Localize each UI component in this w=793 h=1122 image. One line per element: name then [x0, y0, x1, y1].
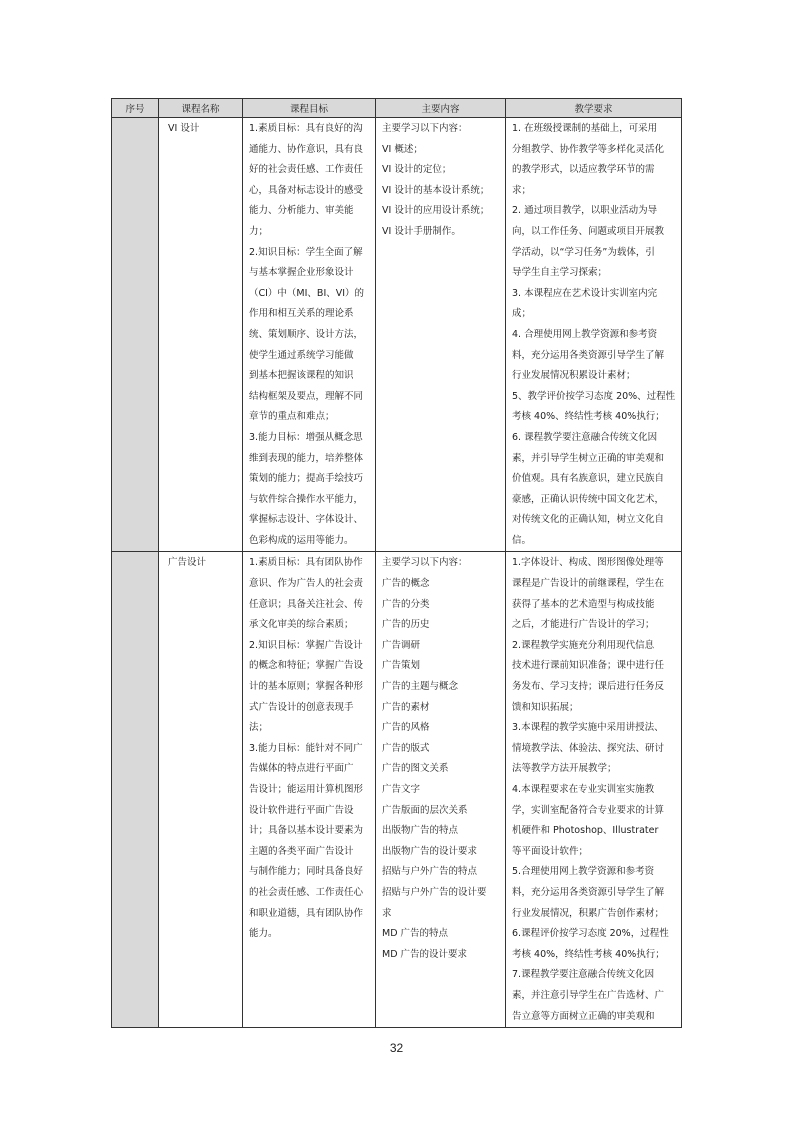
curriculum-table	[111, 98, 682, 1028]
goal-line: 主题的各类平面广告设计	[249, 845, 354, 857]
goal-line: 心，具备对标志设计的感受	[249, 184, 364, 196]
requirement-line: 等平面设计软件；	[512, 845, 589, 857]
goal-line: 计；具备以基本设计要素为	[249, 825, 364, 837]
requirement-line: 行业发展情况积累设计素材；	[512, 370, 636, 382]
requirement-line: 料，充分运用各类资源引导学生了解	[512, 886, 665, 898]
requirement-line: 价值观。具有名族意识，建立民族自	[512, 473, 665, 485]
requirement-line: 料，充分运用各类资源引导学生了解	[512, 349, 665, 361]
goal-line: 设计软件进行平面广告设	[249, 804, 354, 816]
goal-line: 的概念和特征；掌握广告设	[249, 660, 364, 672]
requirement-line: 对传统文化的正确认知，树立文化自	[512, 514, 665, 526]
requirement-line: 2. 通过项目教学，以职业活动为导	[512, 205, 658, 217]
goal-line: 维到表现的能力，培养整体	[249, 452, 364, 464]
goal-line: 策划的能力；提高手绘技巧	[249, 473, 364, 485]
goal-line: 通能力、协作意识，具有良	[249, 143, 364, 155]
requirement-line: 导学生自主学习探索；	[512, 267, 608, 279]
requirement-line: 法等教学方法开展教学；	[512, 763, 617, 775]
content-line: 广告的版式	[382, 742, 430, 754]
goal-line: 3.能力目标：能针对不同广	[249, 742, 363, 754]
content-line: 广告版面的层次关系	[382, 804, 468, 816]
seq-cell	[112, 552, 159, 1028]
goal-line: 作用和相互关系的理论系	[249, 308, 354, 320]
requirement-line: 5、教学评价按学习态度 20%、过程性	[512, 390, 676, 402]
header-course-name: 课程名称	[159, 99, 243, 118]
requirement-line: 豪感，正确认识传统中国文化艺术，	[512, 493, 665, 505]
requirement-line: 馈和知识拓展；	[512, 701, 579, 713]
requirement-line: 6.课程评价按学习态度 20%，过程性	[512, 928, 669, 940]
goal-line: 2.知识目标：掌握广告设计	[249, 639, 363, 651]
requirement-line: 情境教学法、体验法、探究法、研讨	[512, 742, 665, 754]
header-course-goals: 课程目标	[243, 99, 376, 118]
course-name-cell	[159, 552, 243, 1028]
goal-line: 任意识；具备关注社会、传	[249, 598, 364, 610]
header-main-content: 主要内容	[376, 99, 506, 118]
goal-line: 和职业道德，具有团队协作	[249, 907, 364, 919]
table-header-row	[112, 99, 682, 118]
content-line: 主要学习以下内容：	[382, 557, 468, 569]
main-content-cell	[376, 118, 506, 552]
content-line: 广告调研	[382, 639, 421, 651]
teaching-requirements-cell	[506, 552, 682, 1028]
goal-line: 与基本掌握企业形象设计	[249, 267, 354, 279]
content-line: 广告的分类	[382, 598, 430, 610]
content-line: 出版物广告的设计要求	[382, 845, 478, 857]
requirement-line: 之后，才能进行广告设计的学习；	[512, 619, 655, 631]
goal-line: 色彩构成的运用等能力。	[249, 534, 354, 546]
goal-line: 意识、作为广告人的社会责	[249, 578, 364, 590]
goal-line: 式广告设计的创意表现手	[249, 701, 354, 713]
goal-line: 结构框架及要点，理解不同	[249, 390, 364, 402]
content-line: 出版物广告的特点	[382, 825, 459, 837]
requirement-line: 考核 40%、终结性考核 40%执行；	[512, 411, 665, 423]
requirement-line: 获得了基本的艺术造型与构成技能	[512, 598, 655, 610]
goal-line: 告设计；能运用计算机图形	[249, 784, 364, 795]
requirement-line: 分组教学、协作教学等多样化灵活化	[512, 143, 665, 155]
requirement-line: 的教学形式，以适应教学环节的需	[512, 164, 655, 176]
content-line: VI 设计手册制作。	[382, 225, 461, 237]
requirement-line: 3.本课程的教学实施中采用讲授法、	[512, 722, 664, 734]
requirement-line: 课程是广告设计的前继课程，学生在	[512, 578, 665, 590]
goal-line: 章节的重点和难点；	[249, 411, 335, 423]
content-line: VI 设计的应用设计系统；	[382, 205, 490, 217]
content-line: 广告的素材	[382, 701, 430, 713]
page-number: 32	[389, 1041, 404, 1055]
goal-line: 能力、分析能力、审美能力；	[249, 205, 354, 237]
requirement-line: 1.字体设计、构成、图形图像处理等	[512, 557, 664, 569]
requirement-line: 告立意等方面树立正确的审美观和	[512, 1010, 655, 1022]
requirement-line: 求；	[512, 184, 532, 196]
requirement-line: 信。	[512, 534, 532, 546]
goal-line: 告媒体的特点进行平面广	[249, 763, 354, 775]
content-line: 广告策划	[382, 660, 421, 672]
requirement-line: 2.课程教学实施充分利用现代信息	[512, 639, 655, 651]
requirement-line: 机硬件和 Photoshop、Illustrater	[512, 825, 659, 837]
content-line: VI 设计的基本设计系统；	[382, 184, 490, 196]
requirement-line: 6. 课程教学要注意融合传统文化因	[512, 431, 658, 443]
requirement-line: 素，并注意引导学生在广告选材、广	[512, 989, 665, 1001]
content-line: VI 概述；	[382, 143, 423, 155]
content-line: 广告的概念	[382, 578, 430, 590]
goal-line: 1.素质目标：具有良好的沟	[249, 123, 363, 134]
requirement-line: 1. 在班级授课制的基础上，可采用	[512, 123, 658, 134]
goal-line: 与制作能力；同时具备良好	[249, 866, 364, 878]
seq-cell	[112, 118, 159, 552]
goal-line: 承文化审美的综合素质；	[249, 619, 354, 631]
content-line: 主要学习以下内容：	[382, 123, 468, 134]
course-goals-cell	[243, 118, 376, 552]
course-goals-cell	[243, 552, 376, 1028]
goal-line: 使学生通过系统学习能做	[249, 349, 354, 361]
goal-line: 到基本把握该课程的知识	[249, 370, 354, 382]
requirement-line: 成；	[512, 308, 532, 320]
content-line: 广告的图文关系	[382, 763, 449, 775]
content-line: 招贴与户外广告的特点	[382, 866, 478, 878]
goal-line: 掌握标志设计、字体设计、	[249, 514, 364, 526]
table-row	[112, 118, 682, 552]
goal-line: 2.知识目标：学生全面了解	[249, 246, 363, 258]
requirement-line: 考核 40%，终结性考核 40%执行；	[512, 948, 665, 960]
requirement-line: 7.课程教学要注意融合传统文化因	[512, 969, 655, 981]
goal-line: 法；	[249, 722, 269, 734]
requirement-line: 4. 合理使用网上教学资源和参考资	[512, 328, 658, 340]
header-teaching-requirements: 教学要求	[506, 99, 682, 118]
main-content-cell	[376, 552, 506, 1028]
teaching-requirements-cell	[506, 118, 682, 552]
requirement-line: 技术进行课前知识准备；课中进行任	[512, 660, 665, 672]
requirement-line: 务发布、学习支持；课后进行任务反	[512, 681, 665, 693]
content-line: MD 广告的特点	[382, 928, 449, 940]
requirement-line: 4.本课程要求在专业实训室实施教	[512, 784, 655, 795]
goal-line: 3.能力目标：增强从概念思	[249, 431, 363, 443]
goal-line: 统、策划顺序、设计方法，	[249, 328, 364, 340]
goal-line: 计的基本原则；掌握各种形	[249, 681, 364, 693]
goal-line: 能力。	[249, 928, 278, 940]
content-line: 求	[382, 907, 392, 919]
content-line: 广告文字	[382, 784, 421, 795]
course-name: VI 设计	[168, 123, 200, 134]
requirement-line: 学，实训室配备符合专业要求的计算	[512, 804, 665, 816]
requirement-line: 3. 本课程应在艺术设计实训室内完	[512, 287, 658, 299]
header-seq: 序号	[112, 99, 159, 118]
goal-line: 1.素质目标：具有团队协作	[249, 557, 363, 569]
requirement-line: 学活动，以“学习任务”为载体，引	[512, 246, 655, 258]
course-name: 广告设计	[168, 557, 207, 569]
goal-line: 的社会责任感、工作责任心	[249, 886, 364, 898]
content-line: 广告的历史	[382, 619, 430, 631]
requirement-line: 行业发展情况，积累广告创作素材；	[512, 907, 665, 919]
goal-line: （CI）中（MI、BI、VI）的	[249, 287, 365, 299]
content-line: VI 设计的定位；	[382, 164, 452, 176]
goal-line: 与软件综合操作水平能力，	[249, 493, 364, 505]
content-line: MD 广告的设计要求	[382, 948, 468, 960]
course-name-cell	[159, 118, 243, 552]
goal-line: 好的社会责任感、工作责任	[249, 164, 364, 176]
content-line: 广告的风格	[382, 722, 430, 734]
content-line: 招贴与户外广告的设计要	[382, 886, 487, 898]
requirement-line: 素，并引导学生树立正确的审美观和	[512, 452, 665, 464]
table-row	[112, 552, 682, 1028]
requirement-line: 向，以工作任务、问题或项目开展教	[512, 225, 665, 237]
content-line: 广告的主题与概念	[382, 681, 459, 693]
requirement-line: 5.合理使用网上教学资源和参考资	[512, 866, 655, 878]
